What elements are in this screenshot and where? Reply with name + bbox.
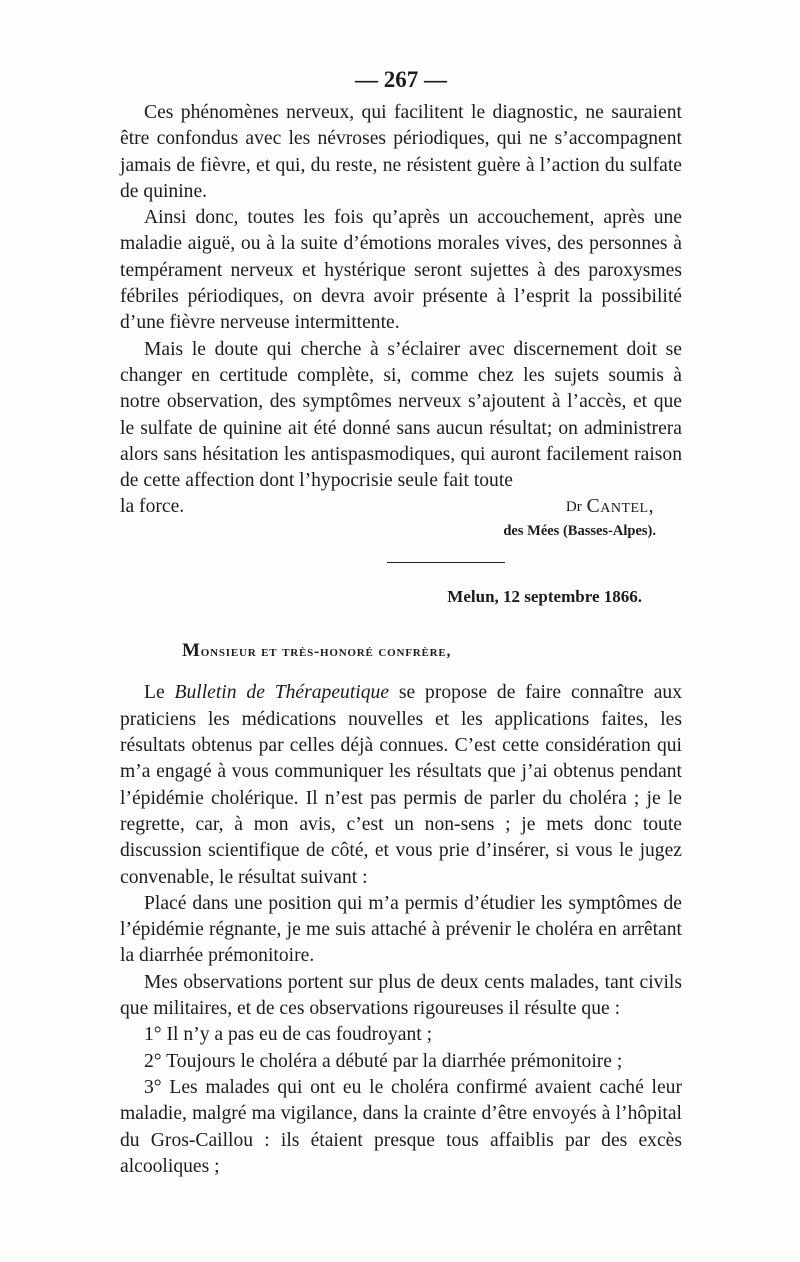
author-name: Cantel, <box>586 496 654 518</box>
letter-intro <box>120 680 682 890</box>
text-column <box>120 62 682 1180</box>
finding-2: 2° Toujours le choléra a débuté par la diarrhée prémonitoire ; <box>144 1050 623 1072</box>
finding-3: 3° Les malades qui ont eu le choléra confirmé avaient caché leur maladie, malgré ma vigilance, dans la crainte d’être envoyés à l’hôpital du Gros-Caillou : ils étaient presque tous affaiblis par des excès alcooliques ; <box>120 1076 682 1177</box>
paragraph-nervous-phenomena: Ces phénomènes nerveux, qui facilitent le diagnostic, ne sauraient être confondus avec les névroses périodiques, qui ne s’accompagnent jamais de fièvre, et qui, du reste, ne résistent guère à l’action du sulfate de quinine. <box>120 102 682 202</box>
section-divider <box>387 562 505 563</box>
journal-title: Bulletin de Thérapeutique <box>174 682 390 704</box>
letter-body <box>120 680 682 1180</box>
closing-words: la force. <box>120 496 185 518</box>
signature-block <box>120 494 682 546</box>
author-title: Dr <box>565 499 582 516</box>
paragraph-mais-le-doute: Mais le doute qui cherche à s’éclairer avec discernement doit se changer en certitude complète, si, comme chez les sujets soumis à notre observation, des symptômes nerveux s’ajoutent à l’accès, et que le sulfate de quinine ait été donné sans aucun résultat; on administrera alors sans hésitation les antispasmodiques, qui auront facilement raison de cette affection dont l’hypocrisie seule fait toute <box>120 338 682 492</box>
salutation-text: onsieur et très-honoré confrère, <box>200 643 452 661</box>
salutation-initial: M <box>182 640 201 662</box>
paragraph-ainsi-donc: Ainsi donc, toutes les fois qu’après un accouchement, après une maladie aiguë, ou à la suite d’émotions morales vives, des personnes à tempérament nerveux et hystérique seront sujettes à des paroxysmes fébriles périodiques, on devra avoir présente à l’esprit la possibilité d’une fièvre nerveuse intermittente. <box>120 207 682 334</box>
author-location: des Mées (Basses-Alpes). <box>503 523 656 540</box>
letter-paragraph-place: Placé dans une position qui m’a permis d’étudier les symptômes de l’épidémie régnante, je me suis attaché à prévenir le choléra en arrêtant la diarrhée prémonitoire. <box>120 892 682 967</box>
finding-1: 1° Il n’y a pas eu de cas foudroyant ; <box>144 1024 433 1046</box>
letter-paragraph-observations: Mes observations portent sur plus de deux cents malades, tant civils que militaires, et de ces observations rigoureuses il résulte que : <box>120 971 682 1020</box>
page-number: — 267 — <box>355 67 447 92</box>
intro-text-rest: se propose de faire connaître aux praticiens les médications nouvelles et les applications faites, les résultats obtenus par celles déjà connues. C’est cette considération qui m’a engagé à vous communiquer les résultats que j’ai obtenus pendant l’épidémie cholérique. Il n’est pas permis de parler du choléra ; je le regrette, car, à mon avis, c’est un non-sens ; je mets donc toute discussion scientifique de côté, et vous prie d’insérer, si vous le jugez convenable, le résultat suivant : <box>120 682 682 888</box>
intro-text-start: Le <box>144 682 175 704</box>
letter-date: Melun, 12 septembre 1866. <box>447 587 642 607</box>
letter-salutation <box>120 639 682 664</box>
author-signature <box>566 494 654 520</box>
